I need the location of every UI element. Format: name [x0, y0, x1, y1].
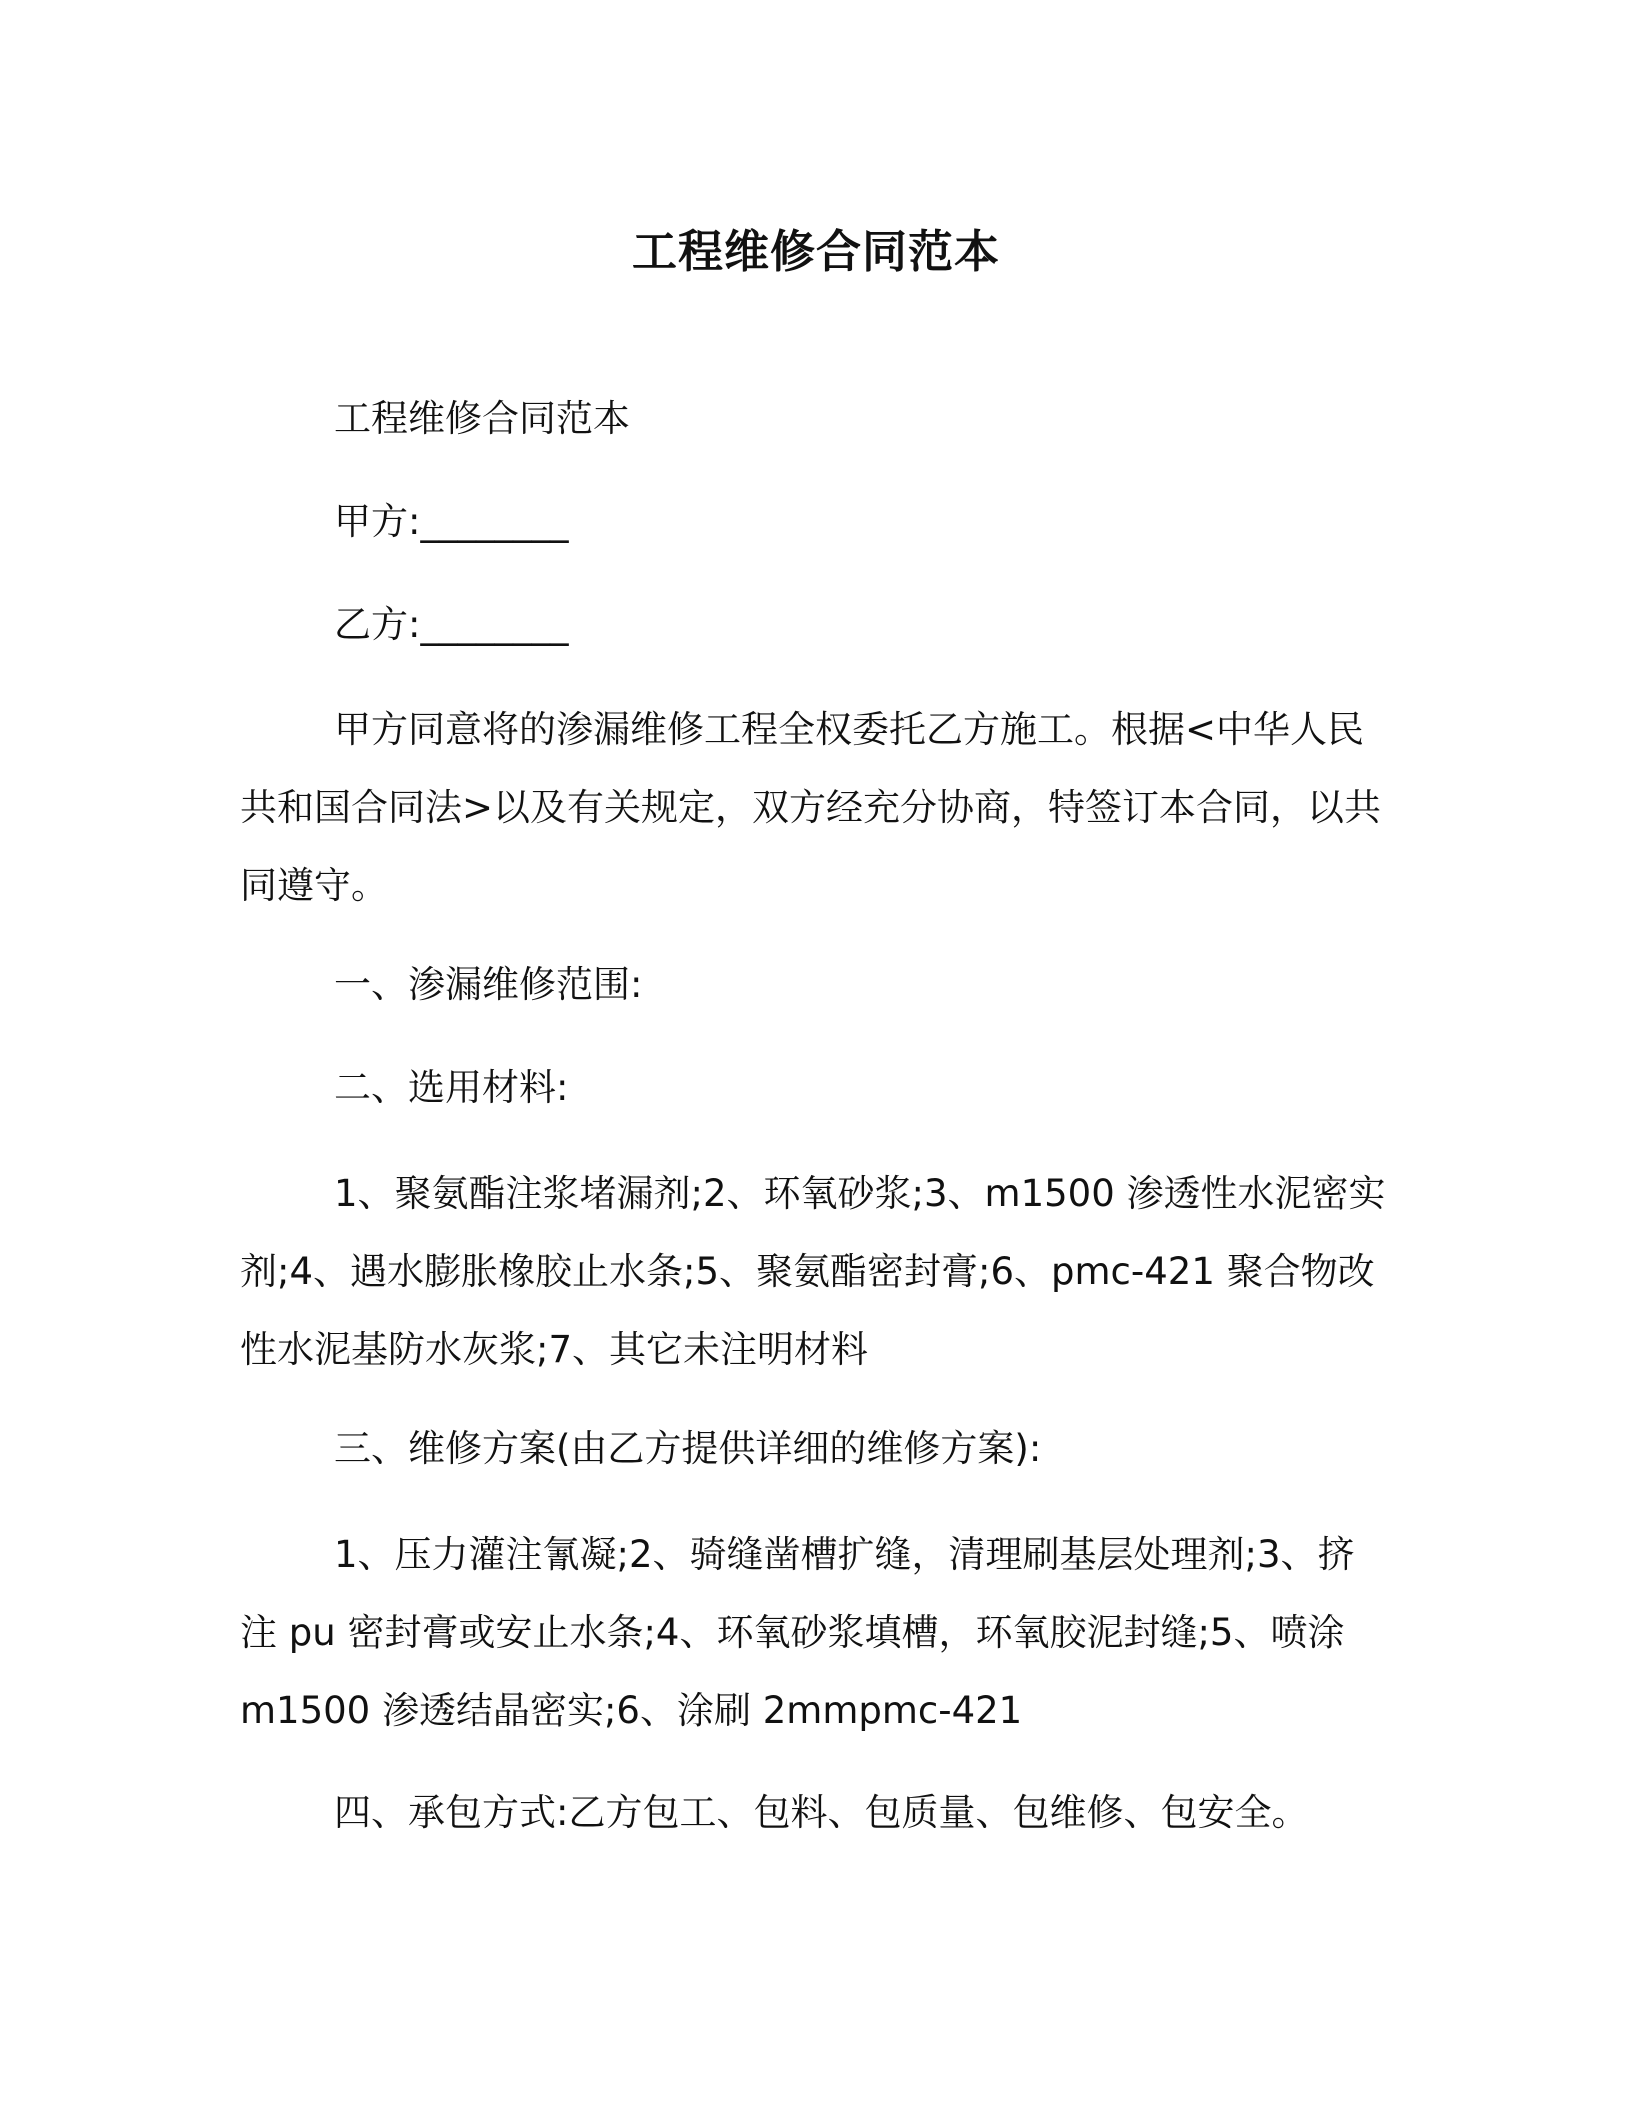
intro-line-3: 同遵守。: [240, 864, 388, 907]
materials-line-1: 1、聚氨酯注浆堵漏剂;2、环氧砂浆;3、m1500 渗透性水泥密实: [334, 1172, 1386, 1215]
plan-line-1: 1、压力灌注氰凝;2、骑缝凿槽扩缝，清理刷基层处理剂;3、挤: [334, 1533, 1355, 1576]
section-heading-scope: 一、渗漏维修范围:: [334, 963, 643, 1006]
intro-line-1: 甲方同意将的渗漏维修工程全权委托乙方施工。根据<中华人民: [334, 708, 1365, 751]
party-b-line: 乙方:________: [334, 603, 569, 646]
document-title: 工程维修合同范本: [631, 225, 1000, 278]
plan-line-2: 注 pu 密封膏或安止水条;4、环氧砂浆填槽，环氧胶泥封缝;5、喷涂: [240, 1611, 1345, 1654]
section-heading-contract-method: 四、承包方式:乙方包工、包料、包质量、包维修、包安全。: [334, 1791, 1309, 1834]
materials-line-2: 剂;4、遇水膨胀橡胶止水条;5、聚氨酯密封膏;6、pmc-421 聚合物改: [240, 1250, 1375, 1293]
plan-line-3: m1500 渗透结晶密实;6、涂刷 2mmpmc-421: [240, 1689, 1023, 1732]
plan-paragraph: [240, 1516, 1390, 1750]
section-heading-plan: 三、维修方案(由乙方提供详细的维修方案):: [334, 1427, 1042, 1470]
materials-paragraph: [240, 1155, 1390, 1389]
section-heading-materials: 二、选用材料:: [334, 1066, 569, 1109]
materials-line-3: 性水泥基防水灰浆;7、其它未注明材料: [240, 1328, 869, 1371]
party-a-line: 甲方:________: [334, 500, 569, 543]
document-subtitle: 工程维修合同范本: [334, 397, 630, 440]
intro-line-2: 共和国合同法>以及有关规定，双方经充分协商，特签订本合同，以共: [240, 786, 1382, 829]
intro-paragraph: [240, 691, 1390, 925]
